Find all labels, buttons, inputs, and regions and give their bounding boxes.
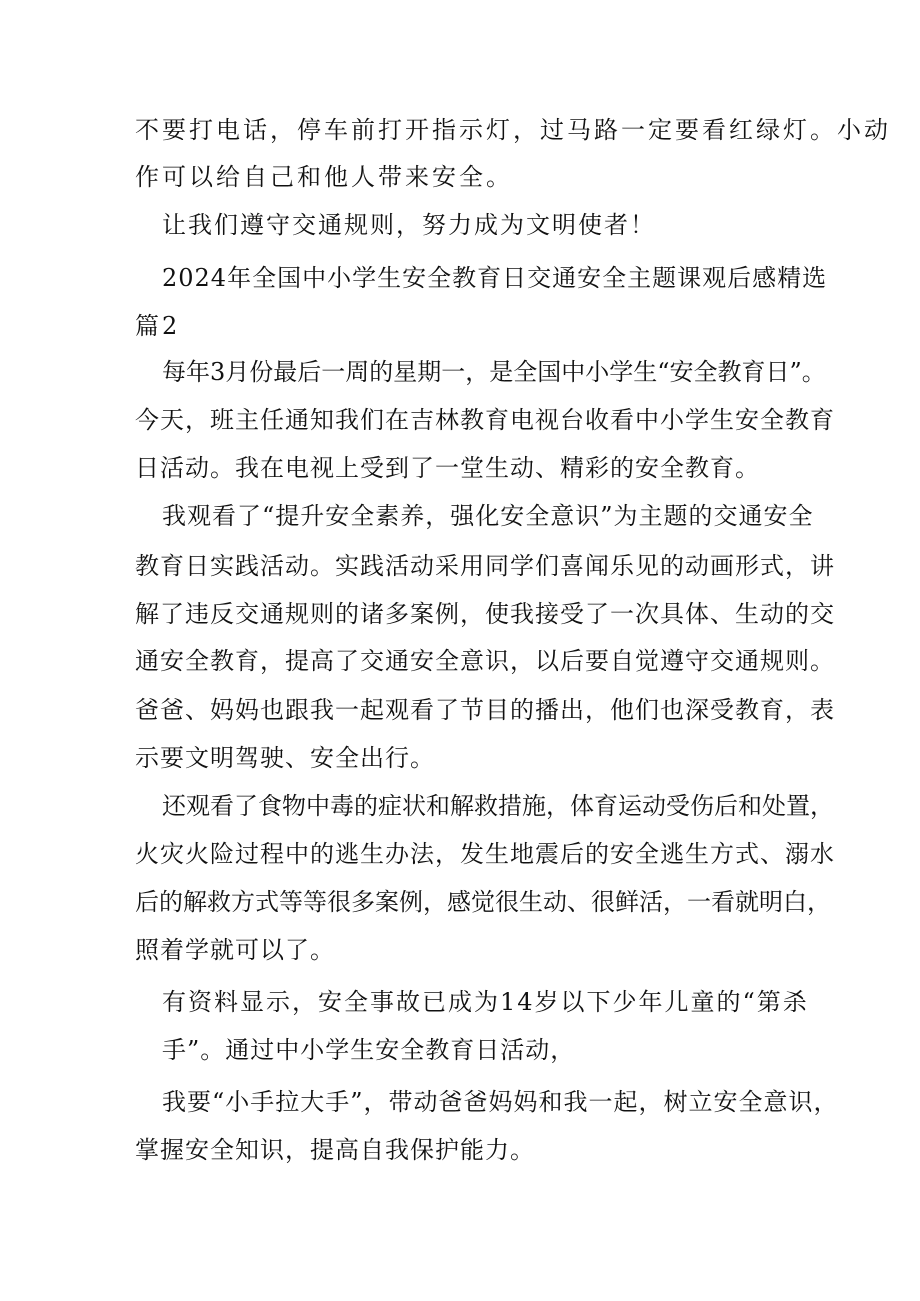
text-line: 后的解救方式等等很多案例，感觉很生动、很鲜活，一看就明白， — [135, 888, 831, 916]
text-line: 爸爸、妈妈也跟我一起观看了节目的播出，他们也深受教育，表 — [135, 696, 835, 724]
text-line: 作可以给自己和他人带来安全。 — [135, 163, 513, 191]
text-line: 让我们遵守交通规则，努力成为文明使者！ — [162, 211, 656, 239]
text-line: 火灾火险过程中的逃生办法，发生地震后的安全逃生方式、溺水 — [135, 840, 835, 868]
text-line: 2024年全国中小学生安全教育日交通安全主题课观后感精选 — [162, 264, 828, 292]
text-line: 还观看了食物中毒的症状和解救措施，体育运动受伤后和处置， — [162, 792, 834, 820]
text-line: 掌握安全知识，提高自我保护能力。 — [135, 1136, 535, 1164]
text-line: 我要“小手拉大手”，带动爸爸妈妈和我一起，树立安全意识， — [162, 1088, 839, 1116]
text-line: 照着学就可以了。 — [135, 936, 335, 964]
text-line: 解了违反交通规则的诸多案例，使我接受了一次具体、生动的交 — [135, 600, 835, 628]
text-line: 教育日实践活动。实践活动采用同学们喜闻乐见的动画形式，讲 — [135, 552, 835, 580]
text-line: 示要文明驾驶、安全出行。 — [135, 744, 435, 772]
text-line: 不要打电话，停车前打开指示灯，过马路一定要看红绿灯。小动 — [135, 116, 891, 144]
text-line: 我观看了“提升安全素养，强化安全意识”为主题的交通安全 — [162, 502, 814, 530]
text-line: 有资料显示，安全事故已成为14岁以下少年儿童的“第杀 — [162, 988, 809, 1016]
text-line: 手”。通过中小学生安全教育日活动， — [162, 1036, 576, 1064]
text-line: 每年3月份最后一周的星期一，是全国中小学生“安全教育日”。 — [162, 358, 826, 386]
text-line: 篇2 — [135, 312, 181, 340]
text-line: 日活动。我在电视上受到了一堂生动、精彩的安全教育。 — [135, 454, 760, 482]
text-line: 通安全教育，提高了交通安全意识，以后要自觉遵守交通规则。 — [135, 647, 835, 675]
text-line: 今天，班主任通知我们在吉林教育电视台收看中小学生安全教育 — [135, 406, 835, 434]
